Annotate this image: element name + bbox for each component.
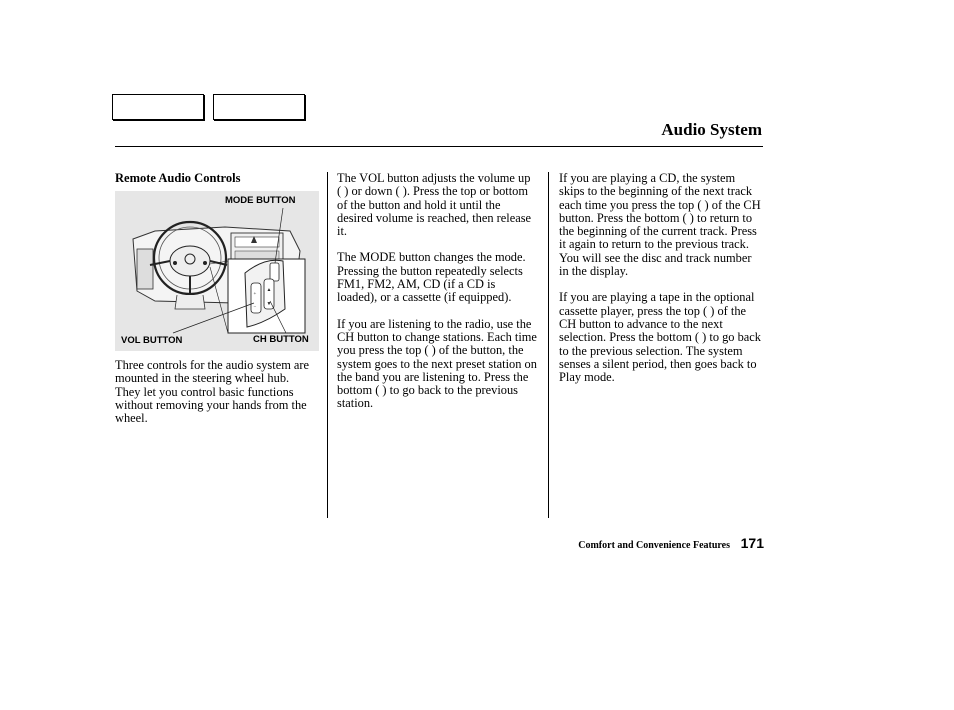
footer-section-label: Comfort and Convenience Features bbox=[578, 540, 730, 551]
right-paragraph-2: If you are playing a tape in the optional cassette player, press the top ( ) of the CH button to advance to the next selection. Press the bottom ( ) to go back to the previous selection. The system senses a silent period, then goes back to Play mode. bbox=[559, 290, 761, 385]
right-paragraph-1: If you are playing a CD, the system skips to the beginning of the next track each time you press the top ( ) of the CH button. Press the bottom ( ) to return to the beginning of the current track. Press it again to return to the previous track. You will see the disc and track number in the display. bbox=[559, 171, 761, 279]
middle-paragraph-1: The VOL button adjusts the volume up ( ) or down ( ). Press the top or bottom of the button and hold it until the desired volume is reached, then release it. bbox=[337, 171, 532, 239]
nav-tab-1[interactable] bbox=[112, 94, 204, 120]
title-rule bbox=[115, 146, 763, 147]
nav-tab-2[interactable] bbox=[213, 94, 305, 120]
svg-text:▼: ▼ bbox=[266, 302, 272, 307]
page-number: 171 bbox=[740, 535, 764, 551]
left-paragraph-1: Three controls for the audio system are mounted in the steering wheel hub. They let you control basic functions without removing your hands from the wheel. bbox=[115, 358, 310, 426]
mode-button-label: MODE BUTTON bbox=[225, 195, 296, 206]
column-right bbox=[559, 172, 763, 397]
column-divider-2 bbox=[548, 172, 549, 518]
ch-button-label: CH BUTTON bbox=[253, 334, 309, 345]
svg-text:−: − bbox=[253, 305, 257, 310]
middle-paragraph-3: If you are listening to the radio, use the CH button to change stations. Each time you press the top ( ) of the button, the system goes to the next preset station on the band you are listening to. Press the bottom ( ) to go back to the previous station. bbox=[337, 316, 537, 411]
column-divider-1 bbox=[327, 172, 328, 518]
column-left bbox=[115, 359, 317, 438]
column-middle bbox=[337, 172, 537, 424]
section-subheading: Remote Audio Controls bbox=[115, 171, 241, 185]
steering-wheel-drawing bbox=[115, 191, 319, 351]
steering-wheel-figure bbox=[115, 191, 319, 351]
vol-button-label: VOL BUTTON bbox=[121, 335, 183, 346]
middle-paragraph-2: The MODE button changes the mode. Pressing the button repeatedly selects FM1, FM2, AM, CD (if a CD is loaded), or a cassette (if equipped). bbox=[337, 250, 526, 305]
page-title: Audio System bbox=[661, 120, 762, 139]
svg-text:▲: ▲ bbox=[266, 288, 272, 293]
svg-text:+: + bbox=[253, 292, 257, 297]
